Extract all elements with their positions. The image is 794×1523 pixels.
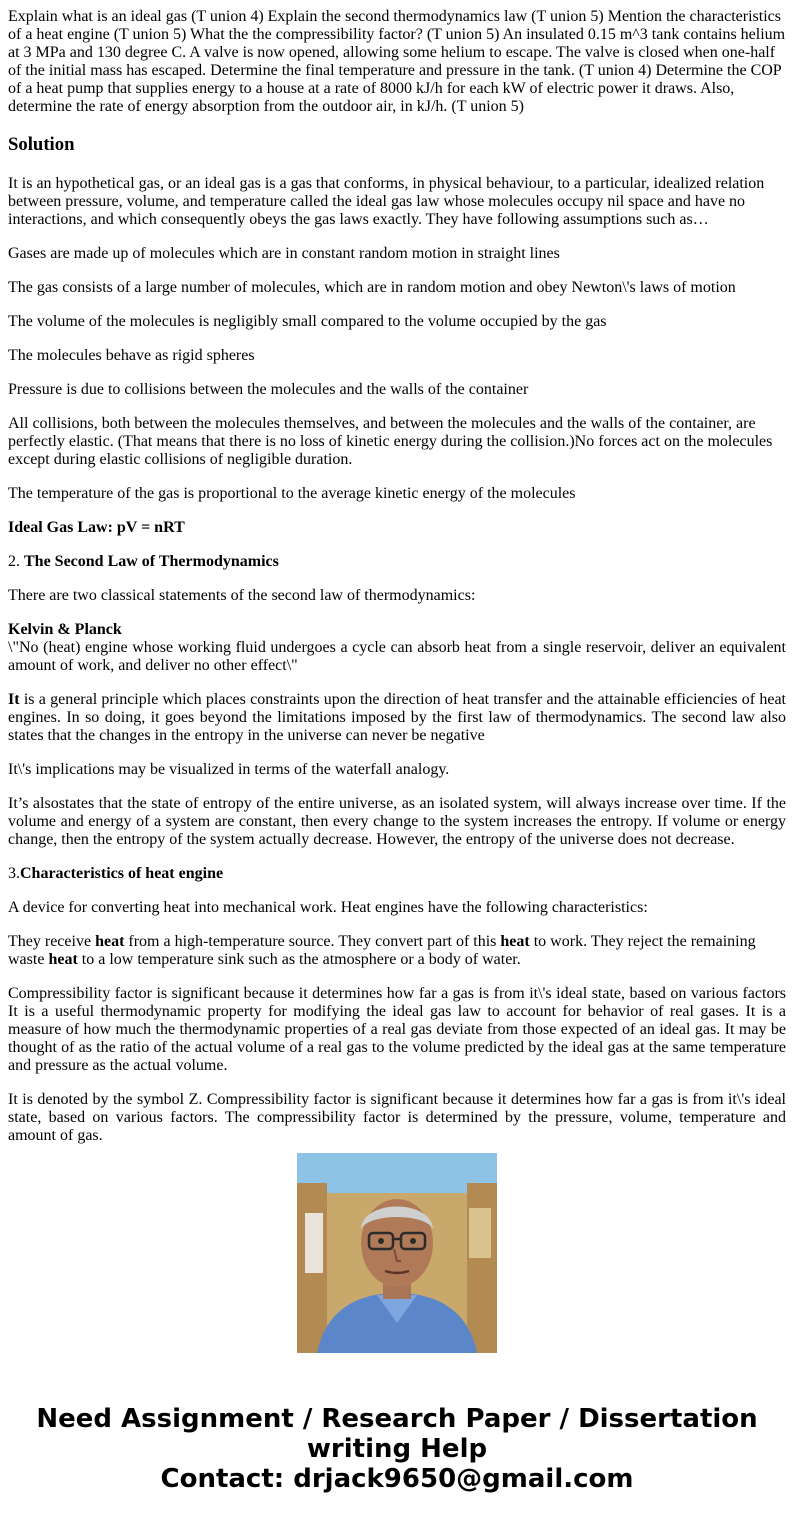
- question-text: Explain what is an ideal gas (T union 4) Explain the second thermodynamics law (T union 5) Mention the characteristics of a heat engine (T union 5) What the the compressibility factor? (T union 5) An insulated 0.15 m^3 tank contains helium at 3 MPa and 130 degree C. A valve is now opened, allowing some helium to escape. The valve is closed when one-half of the initial mass has escaped. Determine the final temperature and pressure in the tank. (T union 4) Determine the COP of a heat pump that supplies energy to a house at a rate of 8000 kJ/h for each kW of electric power it draws. Also, determine the rate of energy absorption from the outdoor air, in kJ/h. (T union 5): [8, 8, 786, 115]
- assumption-item: Gases are made up of molecules which are in constant random motion in straight lines: [8, 245, 560, 262]
- compressibility-paragraph-1: Compressibility factor is significant because it determines how far a gas is from it\'s ideal state, based on various factors It is a useful thermodynamic property for modifying the ideal gas law to account for behavior of real gases. It is a measure of how much the thermodynamic properties of a real gas deviate from those expected of an ideal gas. It may be thought of as the ratio of the actual volume of a real gas to the volume predicted by the ideal gas at the same temperature and pressure as the actual volume.: [8, 985, 786, 1074]
- second-law-intro: There are two classical statements of the second law of thermodynamics:: [8, 587, 476, 604]
- text-run: to a low temperature sink such as the atmosphere or a body of water.: [77, 951, 521, 968]
- ideal-gas-law: [8, 519, 786, 537]
- heat-engine-heading: Characteristics of heat engine: [20, 865, 224, 882]
- assumption-item: The volume of the molecules is negligibly small compared to the volume occupied by the gas: [8, 313, 607, 330]
- footer-line-2: writing Help: [306, 1434, 488, 1464]
- text-run: to work. They reject the remaining waste: [8, 933, 756, 968]
- assumption-item: The temperature of the gas is proportional to the average kinetic energy of the molecules: [8, 485, 576, 502]
- assumption-item: Pressure is due to collisions between the molecules and the walls of the container: [8, 381, 529, 398]
- footer-contact: Contact: drjack9650@gmail.com: [160, 1464, 634, 1494]
- text-run: They receive: [8, 933, 96, 950]
- section-number: 3.: [8, 865, 20, 882]
- kelvin-planck-title: Kelvin & Planck: [8, 621, 122, 638]
- document-body: [8, 8, 786, 1144]
- ideal-gas-intro: It is an hypothetical gas, or an ideal gas is a gas that conforms, in physical behaviour, to a particular, idealized relation between pressure, volume, and temperature called the ideal gas law whose molecules occupy nil space and have no interactions, and which consequently obeys the gas laws exactly. They have following assumptions such as…: [8, 175, 765, 228]
- second-law-title: [8, 553, 786, 571]
- solution-heading: Solution: [8, 134, 75, 155]
- text-run: from a high-temperature source. They convert part of this: [124, 933, 501, 950]
- assumption-item: The molecules behave as rigid spheres: [8, 347, 255, 364]
- heat-bold: heat: [48, 951, 78, 968]
- heat-engine-characteristics: [8, 933, 786, 969]
- ideal-gas-law-text: Ideal Gas Law: pV = nRT: [8, 519, 185, 536]
- assumption-item: All collisions, both between the molecules themselves, and between the molecules and the walls of the container, are perfectly elastic. (That means that there is no loss of kinetic energy during the collision.)No forces act on the molecules except during elastic collisions of negligible duration.: [8, 415, 773, 468]
- kelvin-planck-statement: [8, 621, 786, 675]
- avatar: [297, 1153, 497, 1353]
- section-number: 2.: [8, 553, 24, 570]
- footer-line-1: Need Assignment / Research Paper / Dissertation: [36, 1404, 758, 1434]
- footer-banner: [0, 1404, 794, 1494]
- assumption-item: The gas consists of a large number of molecules, which are in random motion and obey Newton\'s laws of motion: [8, 279, 736, 296]
- second-law-principle: [8, 691, 786, 745]
- it-bold: It: [8, 691, 20, 708]
- principle-text: is a general principle which places constraints upon the direction of heat transfer and the attainable efficiencies of heat engines. In so doing, it goes beyond the limitations imposed by the first law of thermodynamics. The second law also states that the changes in the entropy in the universe can never be negative: [8, 691, 786, 744]
- heat-engine-intro: A device for converting heat into mechanical work. Heat engines have the following characteristics:: [8, 899, 648, 916]
- heat-bold: heat: [500, 933, 530, 950]
- kelvin-planck-text: \"No (heat) engine whose working fluid undergoes a cycle can absorb heat from a single reservoir, deliver an equivalent amount of work, and deliver no other effect\": [8, 639, 786, 674]
- waterfall-analogy: It\'s implications may be visualized in terms of the waterfall analogy.: [8, 761, 450, 778]
- avatar-photo: [297, 1153, 497, 1353]
- second-law-heading: The Second Law of Thermodynamics: [24, 553, 279, 570]
- compressibility-paragraph-2: It is denoted by the symbol Z. Compressibility factor is significant because it determines how far a gas is from it\'s ideal state, based on various factors. The compressibility factor is determined by the pressure, volume, temperature and amount of gas.: [8, 1091, 786, 1144]
- entropy-paragraph: It’s alsostates that the state of entropy of the entire universe, as an isolated system, will always increase over time. If the volume and energy of a system are constant, then every change to the system increases the entropy. If volume or energy change, then the entropy of the system actually decrease. However, the entropy of the universe does not decrease.: [8, 795, 786, 848]
- heat-engine-title: [8, 865, 786, 883]
- heat-bold: heat: [95, 933, 125, 950]
